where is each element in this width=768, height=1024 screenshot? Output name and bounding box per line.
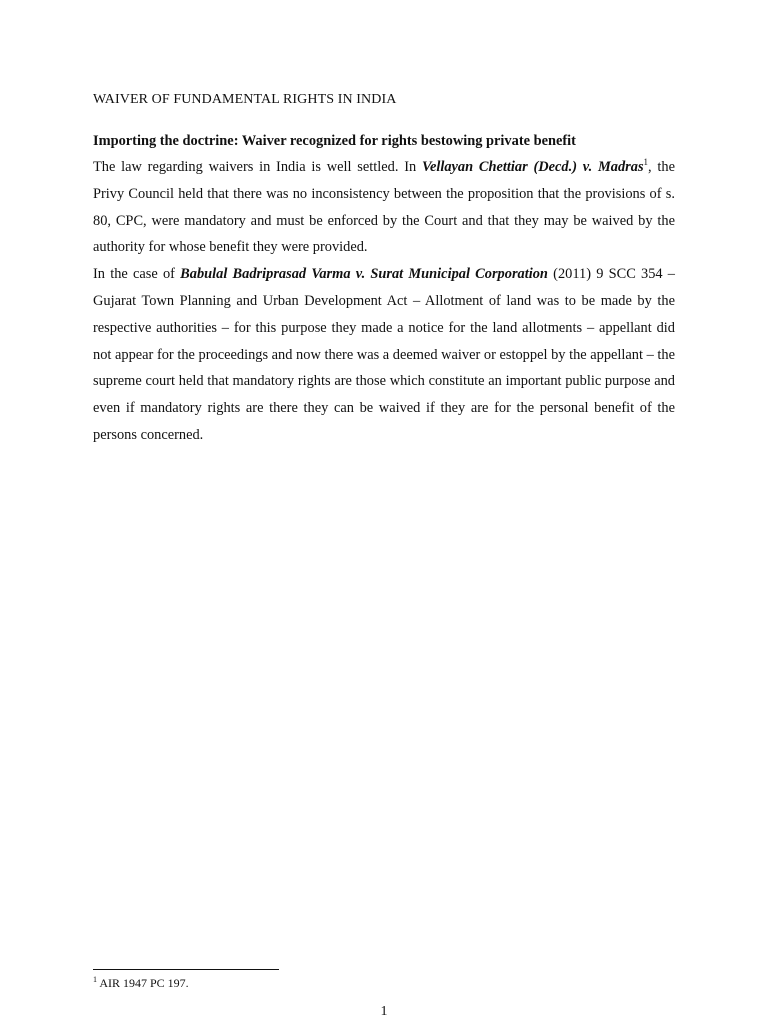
paragraph-text: (2011) 9 SCC 354 – Gujarat Town Planning and Urban Development Act – Allotment of land was to be made by the respective authorities – for this purpose they made a notice for the land allotments – appellant did not appear for the proceedings and now there was a deemed waiver or estoppel by the appellant – the supreme court held that mandatory rights are those which constitute an important public purpose and even if mandatory rights are there they can be waived if they are for the personal benefit of the persons concerned. bbox=[93, 266, 675, 443]
footnote-number: 1 bbox=[93, 975, 97, 984]
paragraph-text: In the case of bbox=[93, 266, 181, 283]
section-heading: Importing the doctrine: Waiver recognized for rights bestowing private benefit bbox=[93, 133, 576, 149]
paragraph-text: , the Privy Council held that there was no inconsistency between the proposition that the provisions of s. 80, CPC, were mandatory and must be enforced by the Court and that they may be waived by the authority for whose benefit they were provided. bbox=[93, 159, 675, 256]
document-title: WAIVER OF FUNDAMENTAL RIGHTS IN INDIA bbox=[93, 92, 397, 107]
paragraph-babulal-badriprasad bbox=[93, 261, 675, 449]
case-name-babulal-badriprasad: Babulal Badriprasad Varma v. Surat Municipal Corporation bbox=[180, 266, 548, 283]
case-name-vellayan-chettiar: Vellayan Chettiar (Decd.) v. Madras bbox=[421, 159, 644, 175]
page-number: 1 bbox=[380, 1004, 388, 1019]
footnote-text: AIR 1947 PC 197. bbox=[97, 976, 189, 990]
footnote-reference: 1 bbox=[643, 157, 649, 168]
footnote bbox=[93, 976, 189, 991]
document-body bbox=[93, 131, 675, 449]
paragraph-text: The law regarding waivers in India is well settled. In bbox=[93, 159, 422, 175]
footnote-separator bbox=[93, 969, 279, 970]
paragraph-vellayan-chettiar bbox=[93, 154, 675, 261]
